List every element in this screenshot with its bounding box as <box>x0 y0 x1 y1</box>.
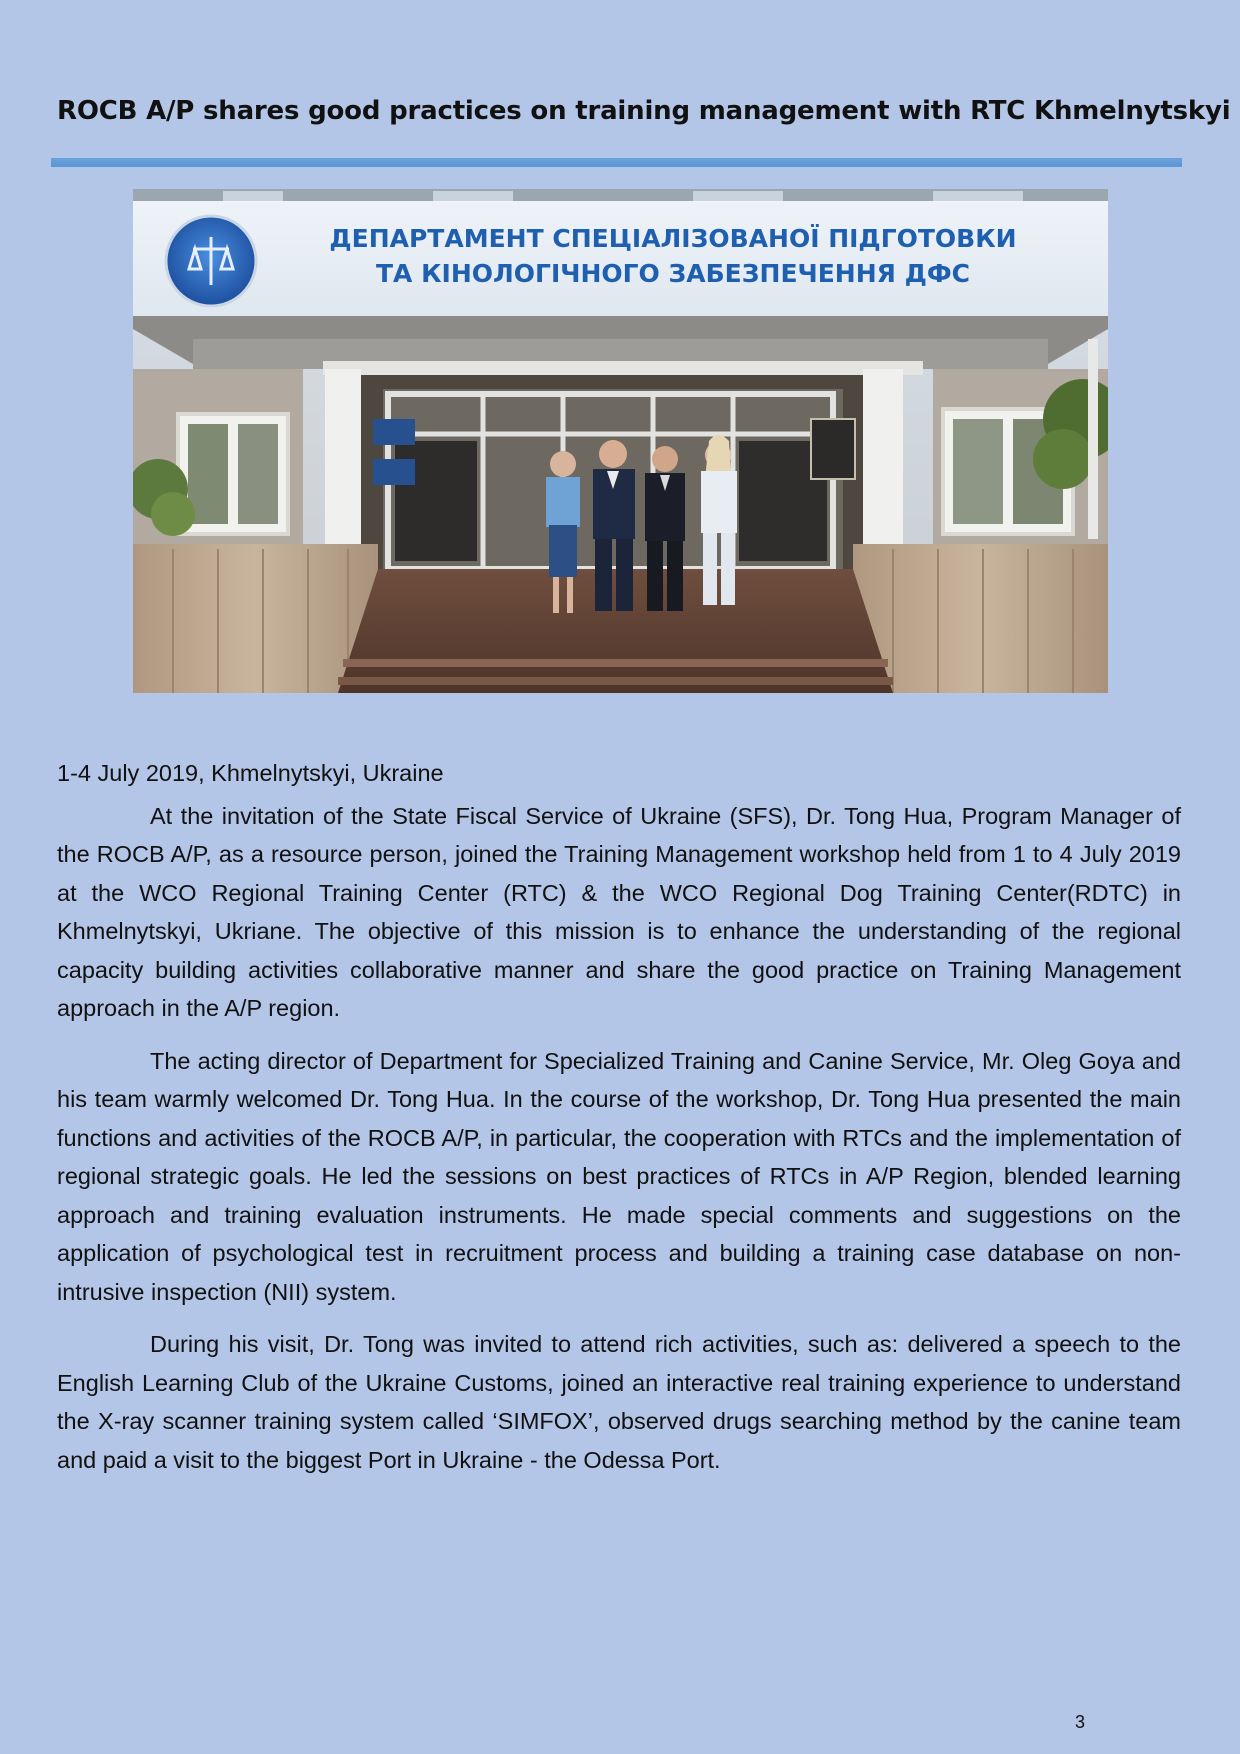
sign-text-line2: ТА КІНОЛОГІЧНОГО ЗАБЕЗПЕЧЕННЯ ДФС <box>375 259 971 288</box>
sign-text-line1: ДЕПАРТАМЕНТ СПЕЦІАЛІЗОВАНОЇ ПІДГОТОВКИ <box>329 224 1017 253</box>
page-number: 3 <box>1075 1712 1086 1732</box>
article-dateline: 1-4 July 2019, Khmelnytskyi, Ukraine <box>57 760 444 786</box>
paragraph-3: During his visit, Dr. Tong was invited to attend rich activities, such as: delivered a speech to the English Learning Club of the Ukraine Customs, joined an interactive real training experience to understand the X-ray scanner training system called ‘SIMFOX’, observed drugs searching method by the canine team and paid a visit to the biggest Port in Ukraine - the Odessa Port. <box>57 1331 1181 1473</box>
title-divider <box>51 158 1182 167</box>
paragraph-2: The acting director of Department for Specialized Training and Canine Service, Mr. Oleg Goya and his team warmly welcomed Dr. Tong Hua. In the course of the workshop, Dr. Tong Hua presented the main functions and activities of the ROCB A/P, in particular, the cooperation with RTCs and the implementation of regional strategic goals. He led the sessions on best practices of RTCs in A/P Region, blended learning approach and training evaluation instruments. He made special comments and suggestions on the application of psychological test in recruitment process and building a training case database on non-intrusive inspection (NII) system. <box>57 1047 1181 1305</box>
article-title: ROCB A/P shares good practices on training management with RTC Khmelnytskyi <box>57 96 1231 126</box>
building-entrance-photo <box>133 189 1108 693</box>
paragraph-1: At the invitation of the State Fiscal Service of Ukraine (SFS), Dr. Tong Hua, Program Manager of the ROCB A/P, as a resource person, joined the Training Management workshop held from 1 to 4 July 2019 at the WCO Regional Training Center (RTC) & the WCO Regional Dog Training Center(RDTC) in Khmelnytskyi, Ukriane. The objective of this mission is to enhance the understanding of the regional capacity building activities collaborative manner and share the good practice on Training Management approach in the A/P region. <box>57 802 1181 1021</box>
article-body <box>57 754 1181 1493</box>
article-photo <box>133 189 1108 693</box>
